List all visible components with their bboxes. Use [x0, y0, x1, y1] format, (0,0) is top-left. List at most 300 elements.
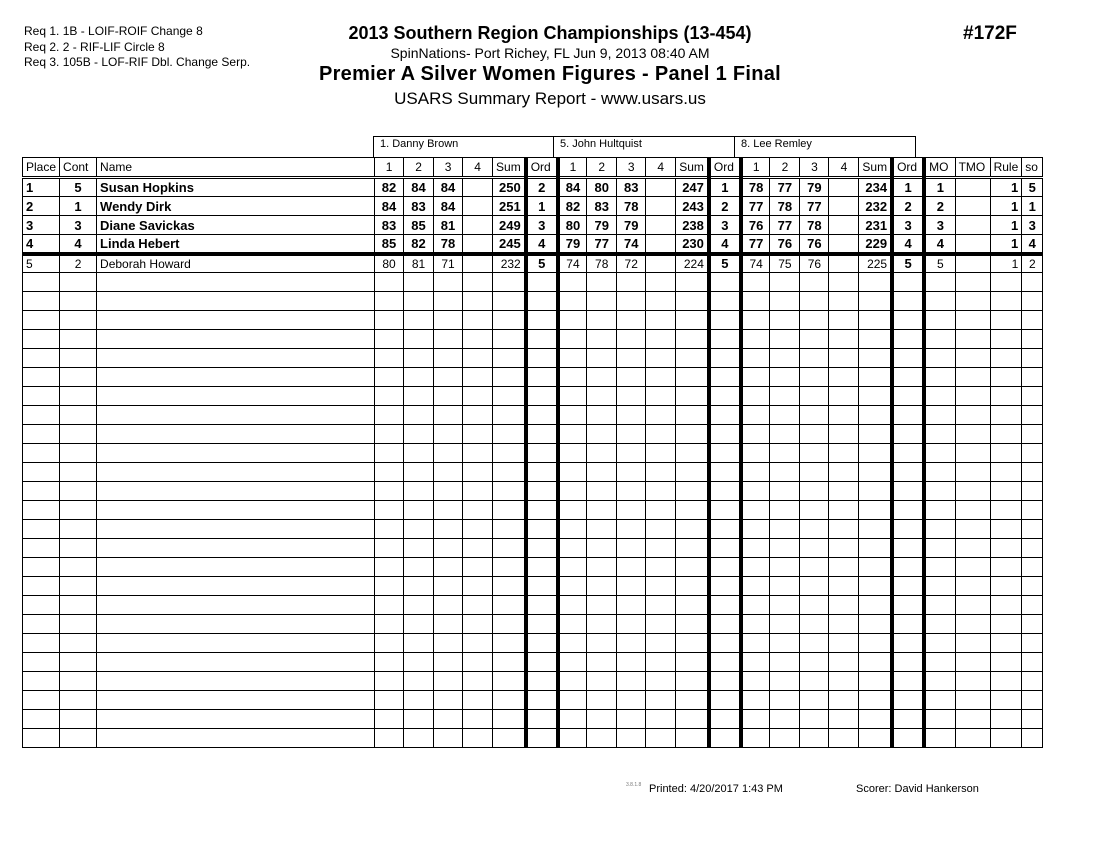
empty-cell [829, 615, 859, 634]
empty-cell [375, 425, 404, 444]
judge3-ord-cell: 2 [892, 197, 924, 216]
empty-cell [434, 387, 463, 406]
judge1-score-3-cell: 84 [434, 197, 463, 216]
empty-cell [434, 330, 463, 349]
scorer-name: Scorer: David Hankerson [856, 783, 979, 795]
empty-cell [709, 729, 741, 748]
table-row [23, 216, 1043, 235]
col-mo: MO [924, 158, 955, 178]
empty-cell [709, 292, 741, 311]
empty-cell [617, 292, 646, 311]
empty-cell [404, 311, 434, 330]
empty-cell [859, 330, 892, 349]
empty-cell [741, 729, 770, 748]
place-cell: 4 [23, 235, 60, 254]
judge2-score-4-cell [646, 235, 676, 254]
judge2-ord-cell: 5 [709, 254, 741, 273]
empty-cell [955, 387, 990, 406]
empty-cell [375, 672, 404, 691]
empty-cell [955, 292, 990, 311]
empty-cell [924, 292, 955, 311]
empty-row [23, 558, 1043, 577]
judge3-score-3-cell: 76 [800, 254, 829, 273]
empty-cell [829, 311, 859, 330]
empty-cell [741, 653, 770, 672]
empty-cell [60, 482, 97, 501]
rule-cell: 1 [990, 178, 1022, 197]
empty-cell [646, 539, 676, 558]
empty-cell [770, 292, 800, 311]
empty-cell [892, 501, 924, 520]
version-label: 3.8.1.8 [626, 782, 642, 788]
empty-cell [404, 615, 434, 634]
empty-cell [741, 425, 770, 444]
empty-cell [709, 387, 741, 406]
empty-cell [1022, 691, 1043, 710]
empty-cell [526, 729, 558, 748]
empty-cell [646, 292, 676, 311]
empty-cell [375, 558, 404, 577]
empty-cell [463, 653, 493, 672]
empty-cell [770, 691, 800, 710]
empty-cell [617, 558, 646, 577]
empty-cell [493, 273, 526, 292]
empty-cell [990, 710, 1022, 729]
empty-cell [924, 330, 955, 349]
empty-cell [800, 349, 829, 368]
empty-cell [955, 577, 990, 596]
judge3-ord-cell: 4 [892, 235, 924, 254]
so-cell: 1 [1022, 197, 1043, 216]
empty-cell [955, 463, 990, 482]
empty-cell [829, 463, 859, 482]
empty-cell [97, 577, 375, 596]
empty-row [23, 672, 1043, 691]
empty-cell [955, 444, 990, 463]
empty-cell [558, 387, 587, 406]
empty-cell [709, 311, 741, 330]
empty-cell [434, 691, 463, 710]
empty-cell [404, 539, 434, 558]
empty-cell [924, 406, 955, 425]
empty-cell [829, 577, 859, 596]
empty-cell [526, 482, 558, 501]
empty-cell [493, 672, 526, 691]
empty-cell [859, 577, 892, 596]
empty-cell [741, 387, 770, 406]
empty-cell [434, 653, 463, 672]
empty-cell [892, 463, 924, 482]
empty-cell [741, 482, 770, 501]
judge2-score-3-cell: 72 [617, 254, 646, 273]
col-j2-1: 1 [558, 158, 587, 178]
empty-cell [770, 558, 800, 577]
empty-cell [990, 691, 1022, 710]
empty-cell [587, 387, 617, 406]
empty-cell [404, 520, 434, 539]
requirement-2: Req 2. 2 - RIF-LIF Circle 8 [24, 39, 165, 54]
empty-cell [770, 349, 800, 368]
empty-cell [404, 463, 434, 482]
empty-cell [1022, 368, 1043, 387]
empty-cell [23, 615, 60, 634]
rule-cell: 1 [990, 254, 1022, 273]
judge1-score-4-cell [463, 197, 493, 216]
empty-cell [23, 330, 60, 349]
empty-cell [404, 425, 434, 444]
empty-cell [800, 558, 829, 577]
empty-cell [800, 482, 829, 501]
judge2-ord-cell: 2 [709, 197, 741, 216]
empty-cell [892, 596, 924, 615]
empty-cell [1022, 273, 1043, 292]
empty-cell [955, 558, 990, 577]
col-j1-sum: Sum [493, 158, 526, 178]
empty-cell [800, 387, 829, 406]
judge2-ord-cell: 4 [709, 235, 741, 254]
judge1-ord-cell: 4 [526, 235, 558, 254]
empty-cell [646, 368, 676, 387]
judge1-score-4-cell [463, 235, 493, 254]
empty-cell [676, 368, 709, 387]
judge3-sum-cell: 225 [859, 254, 892, 273]
empty-cell [97, 463, 375, 482]
empty-cell [770, 406, 800, 425]
empty-cell [558, 349, 587, 368]
mo-cell: 5 [924, 254, 955, 273]
empty-cell [924, 444, 955, 463]
empty-cell [558, 463, 587, 482]
judge3-sum-cell: 234 [859, 178, 892, 197]
name-cell: Deborah Howard [97, 254, 375, 273]
empty-cell [741, 273, 770, 292]
table-row [23, 254, 1043, 273]
empty-cell [990, 653, 1022, 672]
empty-cell [709, 482, 741, 501]
table-row [23, 235, 1043, 254]
empty-cell [709, 406, 741, 425]
empty-cell [770, 482, 800, 501]
empty-cell [493, 710, 526, 729]
empty-cell [676, 539, 709, 558]
judge2-score-1-cell: 74 [558, 254, 587, 273]
empty-cell [434, 577, 463, 596]
empty-cell [60, 387, 97, 406]
col-cont: Cont [60, 158, 97, 178]
empty-cell [97, 368, 375, 387]
empty-cell [526, 387, 558, 406]
empty-cell [676, 577, 709, 596]
empty-cell [97, 501, 375, 520]
empty-cell [990, 273, 1022, 292]
empty-cell [646, 406, 676, 425]
empty-cell [558, 539, 587, 558]
empty-cell [60, 349, 97, 368]
empty-cell [990, 330, 1022, 349]
empty-cell [463, 368, 493, 387]
col-j2-ord: Ord [709, 158, 741, 178]
empty-cell [800, 501, 829, 520]
empty-cell [526, 520, 558, 539]
empty-cell [587, 368, 617, 387]
empty-cell [493, 292, 526, 311]
empty-cell [990, 729, 1022, 748]
empty-cell [434, 444, 463, 463]
empty-cell [646, 273, 676, 292]
empty-cell [463, 482, 493, 501]
empty-cell [404, 672, 434, 691]
empty-cell [859, 425, 892, 444]
empty-cell [23, 311, 60, 330]
empty-cell [463, 558, 493, 577]
empty-cell [924, 387, 955, 406]
empty-cell [859, 653, 892, 672]
empty-cell [434, 463, 463, 482]
empty-cell [741, 577, 770, 596]
empty-cell [646, 482, 676, 501]
empty-cell [892, 539, 924, 558]
empty-cell [404, 406, 434, 425]
name-cell: Diane Savickas [97, 216, 375, 235]
judge2-ord-cell: 1 [709, 178, 741, 197]
empty-cell [770, 729, 800, 748]
empty-cell [617, 615, 646, 634]
empty-cell [404, 596, 434, 615]
empty-cell [404, 710, 434, 729]
empty-cell [924, 729, 955, 748]
empty-cell [770, 539, 800, 558]
empty-cell [892, 615, 924, 634]
empty-cell [1022, 387, 1043, 406]
empty-cell [741, 368, 770, 387]
empty-cell [709, 368, 741, 387]
name-cell: Susan Hopkins [97, 178, 375, 197]
so-cell: 4 [1022, 235, 1043, 254]
cont-cell: 1 [60, 197, 97, 216]
empty-cell [646, 387, 676, 406]
col-j1-2: 2 [404, 158, 434, 178]
empty-cell [800, 330, 829, 349]
empty-cell [617, 463, 646, 482]
empty-cell [60, 273, 97, 292]
empty-cell [97, 311, 375, 330]
empty-cell [829, 387, 859, 406]
empty-cell [924, 539, 955, 558]
empty-cell [60, 615, 97, 634]
empty-row [23, 501, 1043, 520]
empty-cell [375, 311, 404, 330]
empty-cell [617, 482, 646, 501]
empty-cell [955, 691, 990, 710]
empty-cell [434, 292, 463, 311]
empty-cell [60, 710, 97, 729]
empty-cell [1022, 596, 1043, 615]
judge3-score-1-cell: 77 [741, 235, 770, 254]
empty-cell [829, 406, 859, 425]
empty-cell [990, 406, 1022, 425]
judge2-ord-cell: 3 [709, 216, 741, 235]
empty-cell [924, 558, 955, 577]
empty-cell [493, 615, 526, 634]
cont-cell: 5 [60, 178, 97, 197]
empty-cell [1022, 444, 1043, 463]
empty-cell [1022, 292, 1043, 311]
empty-cell [375, 501, 404, 520]
empty-cell [800, 691, 829, 710]
empty-cell [23, 558, 60, 577]
empty-cell [60, 520, 97, 539]
empty-cell [526, 615, 558, 634]
empty-row [23, 444, 1043, 463]
judge-header-2: 5. John Hultquist [553, 136, 735, 157]
empty-cell [60, 425, 97, 444]
empty-cell [463, 729, 493, 748]
judge2-score-3-cell: 83 [617, 178, 646, 197]
empty-cell [434, 273, 463, 292]
empty-cell [990, 444, 1022, 463]
empty-cell [829, 539, 859, 558]
empty-cell [676, 729, 709, 748]
empty-cell [434, 501, 463, 520]
tmo-cell [955, 216, 990, 235]
empty-row [23, 349, 1043, 368]
empty-cell [676, 691, 709, 710]
empty-cell [646, 520, 676, 539]
empty-cell [1022, 729, 1043, 748]
empty-cell [770, 444, 800, 463]
empty-cell [617, 425, 646, 444]
judge3-score-2-cell: 77 [770, 178, 800, 197]
table-row [23, 197, 1043, 216]
empty-cell [493, 520, 526, 539]
empty-cell [892, 330, 924, 349]
empty-cell [709, 615, 741, 634]
empty-cell [892, 368, 924, 387]
empty-cell [60, 330, 97, 349]
empty-cell [587, 444, 617, 463]
empty-cell [709, 634, 741, 653]
empty-cell [800, 292, 829, 311]
empty-cell [60, 634, 97, 653]
empty-cell [676, 425, 709, 444]
empty-cell [587, 406, 617, 425]
empty-cell [800, 729, 829, 748]
empty-cell [955, 520, 990, 539]
col-j3-1: 1 [741, 158, 770, 178]
mo-cell: 2 [924, 197, 955, 216]
empty-cell [558, 653, 587, 672]
empty-cell [617, 501, 646, 520]
judge3-score-4-cell [829, 235, 859, 254]
empty-cell [526, 273, 558, 292]
empty-cell [526, 444, 558, 463]
empty-cell [676, 558, 709, 577]
empty-cell [97, 691, 375, 710]
empty-cell [558, 634, 587, 653]
empty-cell [463, 330, 493, 349]
empty-cell [800, 596, 829, 615]
empty-cell [60, 558, 97, 577]
empty-cell [770, 311, 800, 330]
empty-row [23, 368, 1043, 387]
so-cell: 3 [1022, 216, 1043, 235]
mo-cell: 3 [924, 216, 955, 235]
empty-cell [800, 520, 829, 539]
empty-row [23, 729, 1043, 748]
empty-cell [676, 292, 709, 311]
empty-cell [741, 539, 770, 558]
empty-cell [955, 425, 990, 444]
empty-cell [587, 653, 617, 672]
empty-cell [463, 691, 493, 710]
empty-cell [1022, 558, 1043, 577]
empty-cell [558, 368, 587, 387]
empty-cell [404, 501, 434, 520]
empty-cell [526, 425, 558, 444]
empty-cell [709, 577, 741, 596]
empty-cell [829, 672, 859, 691]
judge1-score-1-cell: 82 [375, 178, 404, 197]
judge2-score-3-cell: 79 [617, 216, 646, 235]
empty-cell [955, 596, 990, 615]
empty-cell [558, 691, 587, 710]
empty-cell [375, 634, 404, 653]
judge1-ord-cell: 5 [526, 254, 558, 273]
empty-cell [990, 520, 1022, 539]
empty-cell [829, 425, 859, 444]
requirements-list [24, 24, 250, 71]
empty-cell [646, 710, 676, 729]
empty-cell [558, 520, 587, 539]
empty-cell [558, 710, 587, 729]
empty-cell [404, 653, 434, 672]
empty-cell [859, 311, 892, 330]
empty-cell [709, 710, 741, 729]
empty-cell [617, 368, 646, 387]
empty-cell [646, 596, 676, 615]
empty-cell [1022, 577, 1043, 596]
rule-cell: 1 [990, 235, 1022, 254]
empty-cell [859, 349, 892, 368]
empty-cell [60, 729, 97, 748]
col-rule: Rule [990, 158, 1022, 178]
col-j3-ord: Ord [892, 158, 924, 178]
empty-cell [558, 577, 587, 596]
empty-cell [1022, 406, 1043, 425]
empty-cell [463, 406, 493, 425]
empty-cell [434, 615, 463, 634]
empty-cell [97, 444, 375, 463]
empty-cell [60, 368, 97, 387]
empty-cell [375, 577, 404, 596]
empty-cell [990, 539, 1022, 558]
event-code: #172F [963, 23, 1017, 44]
empty-cell [97, 710, 375, 729]
empty-cell [859, 273, 892, 292]
empty-cell [375, 349, 404, 368]
empty-cell [434, 558, 463, 577]
empty-cell [558, 330, 587, 349]
empty-cell [955, 311, 990, 330]
empty-cell [800, 672, 829, 691]
printed-timestamp: Printed: 4/20/2017 1:43 PM [649, 783, 783, 795]
empty-cell [800, 406, 829, 425]
empty-cell [741, 311, 770, 330]
judge3-score-4-cell [829, 197, 859, 216]
empty-cell [404, 558, 434, 577]
empty-cell [617, 596, 646, 615]
empty-cell [892, 349, 924, 368]
